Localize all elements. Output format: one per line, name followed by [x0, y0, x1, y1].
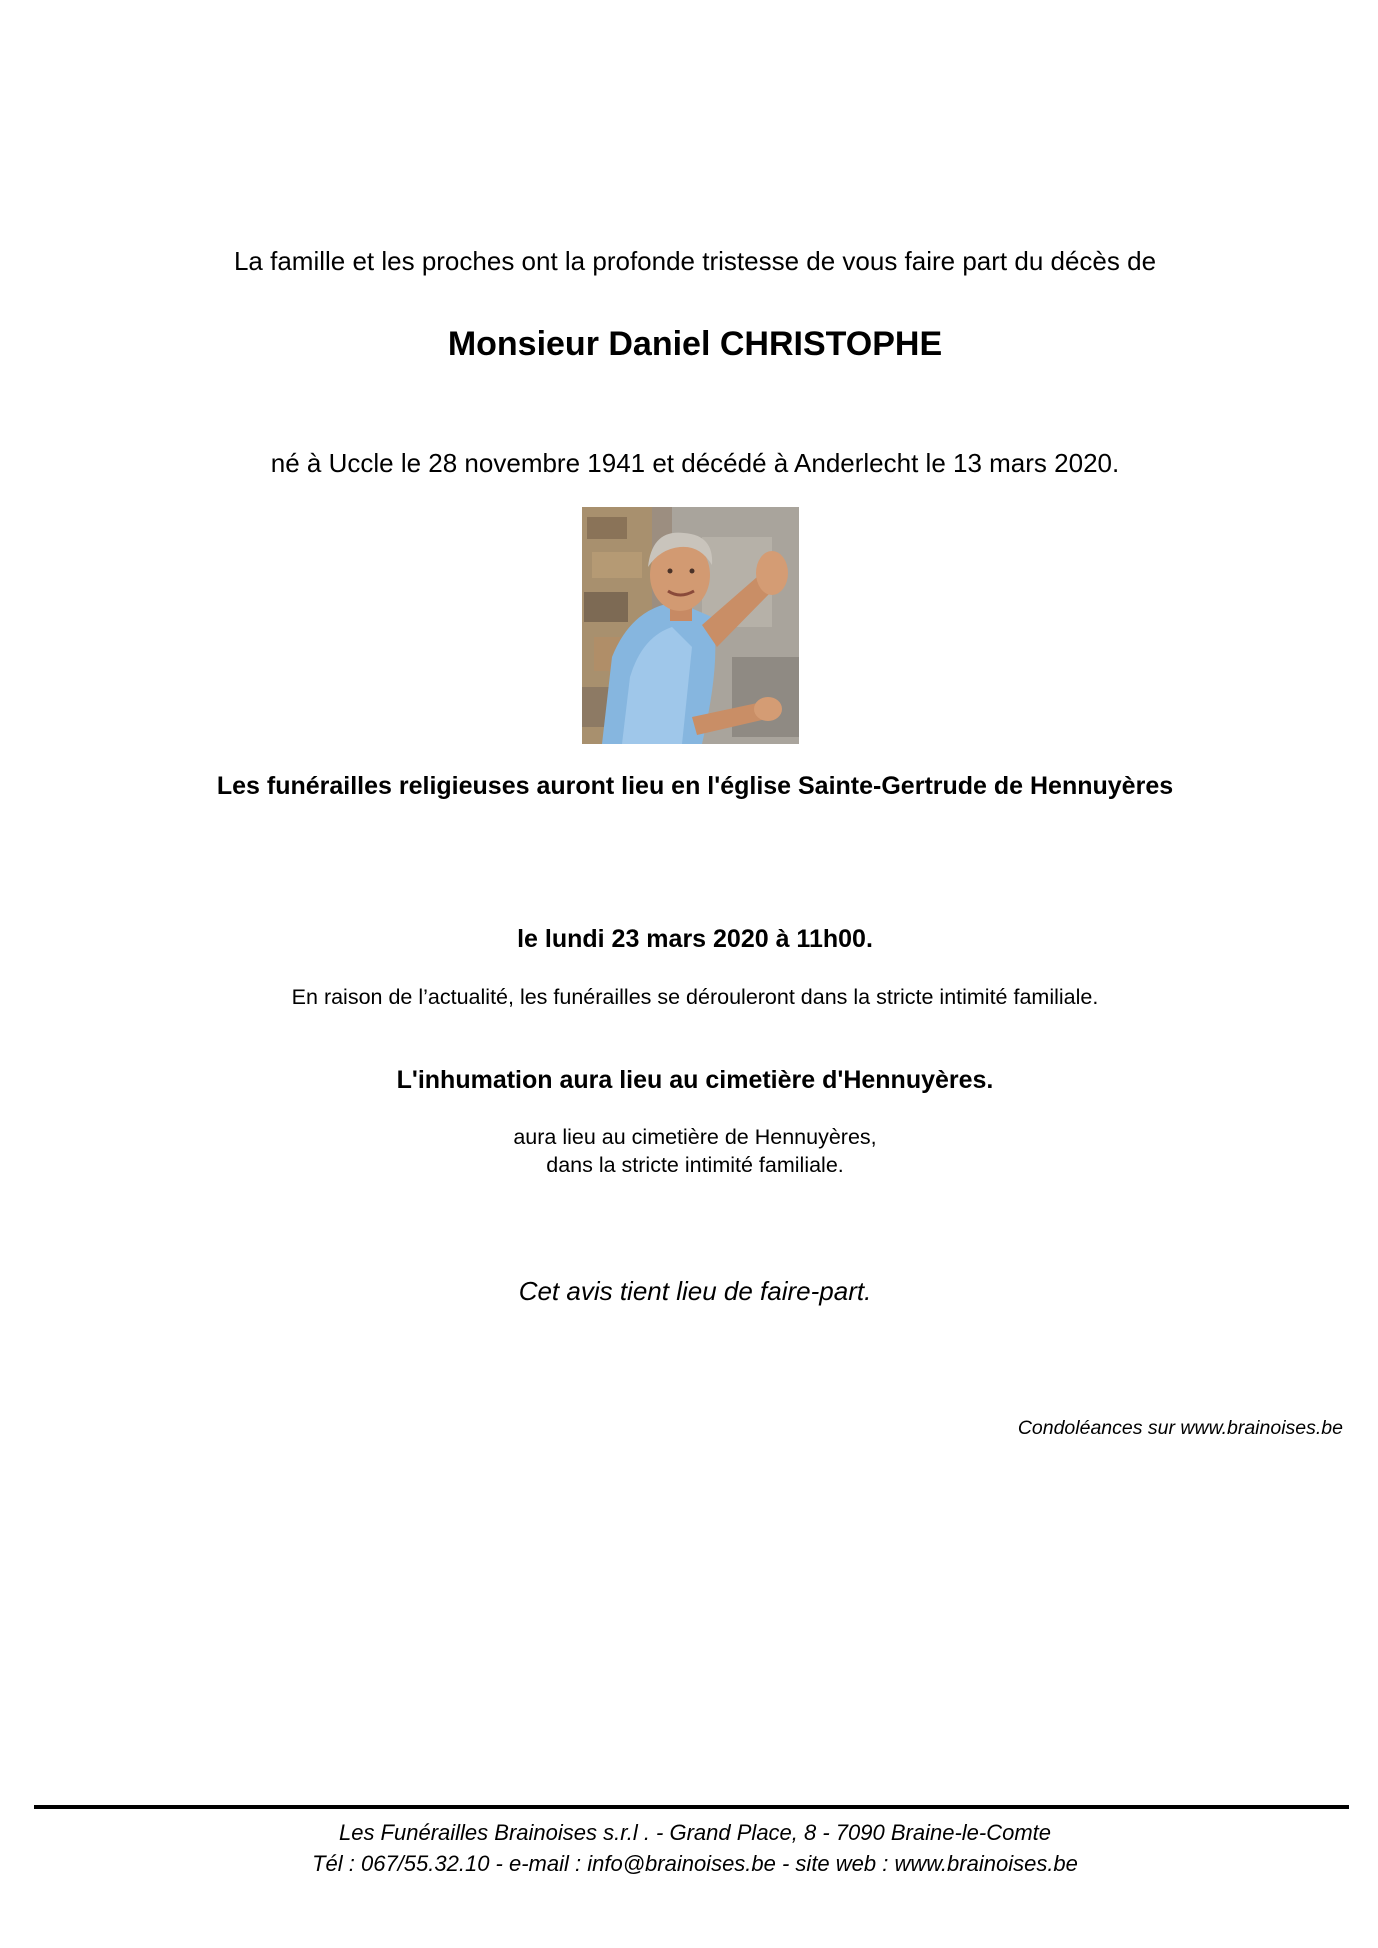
funeral-date: le lundi 23 mars 2020 à 11h00.: [517, 925, 873, 953]
burial-detail-line2: dans la stricte intimité familiale.: [546, 1153, 844, 1177]
notice-text: Cet avis tient lieu de faire-part.: [518, 1276, 872, 1306]
portrait-photo: [582, 507, 799, 744]
footer-divider: [34, 1805, 1349, 1809]
footer-contact: Tél : 067/55.32.10 - e-mail : info@brainoises.be - site web : www.brainoises.be: [312, 1851, 1078, 1876]
deceased-name: Monsieur Daniel CHRISTOPHE: [447, 325, 943, 363]
funeral-place: Les funérailles religieuses auront lieu en l'église Sainte-Gertrude de Hennuyères: [216, 772, 1174, 800]
footer-address: Les Funérailles Brainoises s.r.l . - Grand Place, 8 - 7090 Braine-le-Comte: [338, 1820, 1052, 1845]
intimacy-note: En raison de l’actualité, les funérailles se dérouleront dans la stricte intimité familiale.: [291, 985, 1099, 1009]
burial-detail-line1: aura lieu au cimetière de Hennuyères,: [513, 1125, 877, 1149]
condolences-link[interactable]: Condoléances sur www.brainoises.be: [1017, 1417, 1343, 1439]
burial-heading: L'inhumation aura lieu au cimetière d'Hennuyères.: [396, 1066, 994, 1094]
birth-death-info: né à Uccle le 28 novembre 1941 et décédé à Anderlecht le 13 mars 2020.: [270, 448, 1120, 478]
intro-text: La famille et les proches ont la profonde tristesse de vous faire part du décès de: [233, 246, 1157, 276]
